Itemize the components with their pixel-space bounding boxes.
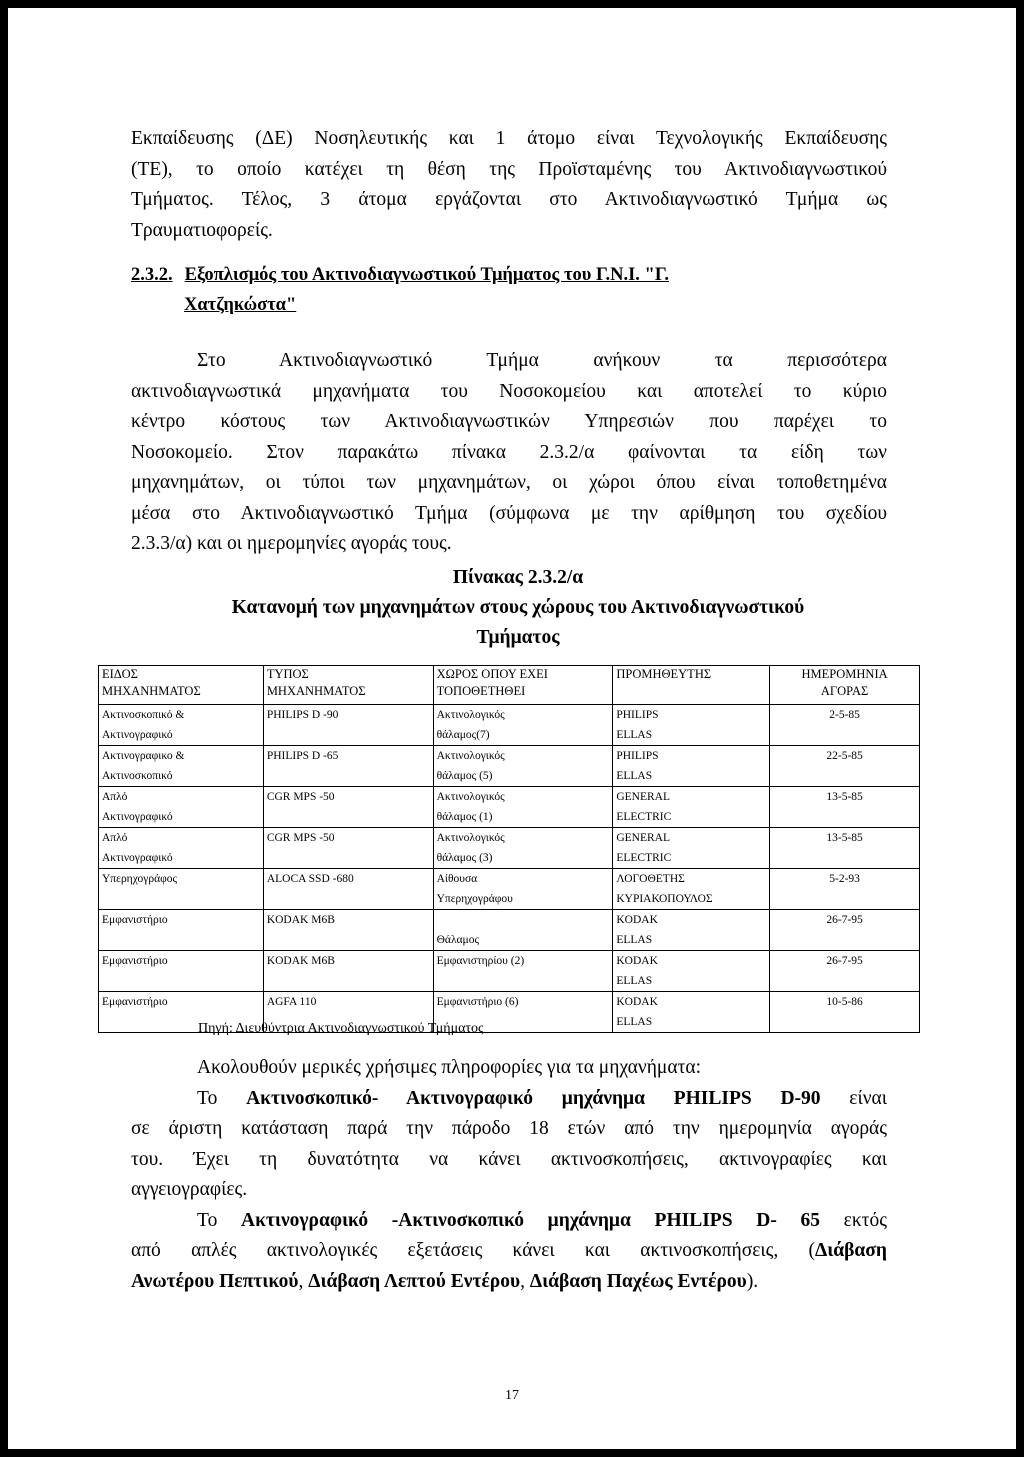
table-caption-line2: Τμήματος	[476, 627, 560, 648]
cell-type: CGR MPS -50	[263, 787, 433, 828]
cell-date: 13-5-85	[770, 787, 920, 828]
table-row	[99, 869, 920, 910]
document-page	[8, 8, 1016, 1449]
text-line: Ανωτέρου Πεπτικού, Διάβαση Λεπτού Εντέρου, Διάβαση Παχέως Εντέρου).	[131, 1270, 759, 1292]
cell-location: Ακτινολογικός θάλαμος(7)	[433, 705, 613, 746]
page-number: 17	[505, 1388, 519, 1403]
cell-date: 26-7-95	[770, 910, 920, 951]
table-caption-number: Πίνακας 2.3.2/α	[452, 567, 584, 588]
text-line: Το Ακτινοσκοπικό- Ακτινογραφικό μηχάνημα PHILIPS D-90 είναι	[197, 1087, 887, 1109]
intro-paragraph	[131, 124, 887, 246]
text-line: ακτινοδιαγνωστικά μηχανήματα του Νοσοκομείου και αποτελεί το κύριο	[131, 380, 887, 402]
cell-kind: Απλό Ακτινογραφικό	[99, 787, 264, 828]
table-source: Πηγή: Διευθύντρια Ακτινοδιαγνωστικού Τμήματος	[198, 1021, 484, 1036]
cell-supplier: KODAK ELLAS	[613, 992, 770, 1033]
cell-location: Αίθουσα Υπερηχογράφου	[433, 869, 613, 910]
text-line: Το Ακτινογραφικό -Ακτινοσκοπικό μηχάνημα PHILIPS D- 65 εκτός	[197, 1209, 887, 1231]
table-row	[99, 746, 920, 787]
cell-location: Ακτινολογικός θάλαμος (3)	[433, 828, 613, 869]
cell-location: Εμφανιστήριο (6)	[433, 992, 613, 1033]
text-line: μηχανημάτων, οι τύποι των μηχανημάτων, οι χώροι όπου είναι τοποθετημένα	[131, 472, 887, 493]
cell-type: ALOCA SSD -680	[263, 869, 433, 910]
text-line: σε άριστη κατάσταση παρά την πάροδο 18 ετών από την ημερομηνία αγοράς	[131, 1118, 887, 1139]
text-line: Εκπαίδευσης (ΔΕ) Νοσηλευτικής και 1 άτομο είναι Τεχνολογικής Εκπαίδευσης	[131, 128, 887, 149]
cell-type: PHILIPS D -90	[263, 705, 433, 746]
cell-date: 26-7-95	[770, 951, 920, 992]
cell-kind: Υπερηχογράφος	[99, 869, 264, 910]
text-line: από απλές ακτινολογικές εξετάσεις κάνει και ακτινοσκοπήσεις, (Διάβαση	[131, 1240, 887, 1261]
cell-type: AGFA 110	[263, 992, 433, 1033]
cell-type: KODAK M6B	[263, 951, 433, 992]
body-paragraph	[131, 346, 887, 560]
header-supplier: ΠΡΟΜΗΘΕΥΤΗΣ	[613, 666, 770, 705]
table-caption-line1: Κατανομή των μηχανημάτων στους χώρους του Ακτινοδιαγνωστικού	[231, 597, 805, 618]
text-line: Τμήματος. Τέλος, 3 άτομα εργάζονται στο Ακτινοδιαγνωστικό Τμήμα ως	[131, 189, 887, 210]
cell-location: Ακτινολογικός θάλαμος (5)	[433, 746, 613, 787]
cell-kind: Εμφανιστήριο	[99, 910, 264, 951]
text-line: (ΤΕ), το οποίο κατέχει τη θέση της Προϊσταμένης του Ακτινοδιαγνωστικού	[131, 158, 887, 180]
cell-supplier: GENERAL ELECTRIC	[613, 828, 770, 869]
header-kind: ΕΙΔΟΣ ΜΗΧΑΝΗΜΑΤΟΣ	[99, 666, 264, 705]
cell-date: 13-5-85	[770, 828, 920, 869]
cell-kind: Εμφανιστήριο	[99, 992, 264, 1033]
cell-supplier: GENERAL ELECTRIC	[613, 787, 770, 828]
header-date: ΗΜΕΡΟΜΗΝΙΑ ΑΓΟΡΑΣ	[770, 666, 920, 705]
section-title-line1: Εξοπλισμός του Ακτινοδιαγνωστικού Τμήματος του Γ.Ν.Ι. "Γ.	[184, 265, 669, 285]
cell-date: 10-5-86	[770, 992, 920, 1033]
cell-type: CGR MPS -50	[263, 828, 433, 869]
text-line: αγγειογραφίες.	[131, 1179, 248, 1200]
followup-paragraph	[131, 1053, 887, 1297]
header-type: ΤΥΠΟΣ ΜΗΧΑΝΗΜΑΤΟΣ	[263, 666, 433, 705]
table-row	[99, 828, 920, 869]
table-row	[99, 705, 920, 746]
section-title-line2: Χατζηκώστα"	[184, 295, 297, 315]
cell-kind: Απλό Ακτινογραφικό	[99, 828, 264, 869]
cell-kind: Ακτινογραφικο & Ακτινοσκοπικό	[99, 746, 264, 787]
cell-kind: Ακτινοσκοπικό & Ακτινογραφικό	[99, 705, 264, 746]
cell-location: Θάλαμος	[433, 910, 613, 951]
bold-text: Ακτινογραφικό -Ακτινοσκοπικό μηχάνημα PHILIPS D- 65	[241, 1209, 820, 1231]
cell-supplier: PHILIPS ELLAS	[613, 746, 770, 787]
table-row	[99, 951, 920, 992]
table-header-row	[99, 666, 920, 705]
table-caption	[128, 563, 908, 653]
cell-supplier: ΛΟΓΟΘΕΤΗΣ ΚΥΡΙΑΚΟΠΟΥΛΟΣ	[613, 869, 770, 910]
text-line: κέντρο κόστους των Ακτινοδιαγνωστικών Υπηρεσιών που παρέχει το	[131, 411, 887, 432]
cell-date: 22-5-85	[770, 746, 920, 787]
header-location: ΧΩΡΟΣ ΟΠΟΥ ΕΧΕΙ ΤΟΠΟΘΕΤΗΘΕΙ	[433, 666, 613, 705]
section-heading	[131, 260, 887, 320]
cell-supplier: KODAK ELLAS	[613, 910, 770, 951]
text-line: Στο Ακτινοδιαγνωστικό Τμήμα ανήκουν τα περισσότερα	[197, 350, 887, 371]
cell-type: KODAK M6B	[263, 910, 433, 951]
cell-date: 5-2-93	[770, 869, 920, 910]
cell-type: PHILIPS D -65	[263, 746, 433, 787]
table-row	[99, 910, 920, 951]
text-line: Νοσοκομείο. Στον παρακάτω πίνακα 2.3.2/α φαίνονται τα είδη των	[131, 441, 887, 463]
cell-location: Εμφανιστηρίου (2)	[433, 951, 613, 992]
bold-text: Ακτινοσκοπικό- Ακτινογραφικό μηχάνημα PHILIPS D-90	[246, 1087, 821, 1109]
text-line: Ακολουθούν μερικές χρήσιμες πληροφορίες για τα μηχανήματα:	[197, 1057, 702, 1078]
cell-supplier: KODAK ELLAS	[613, 951, 770, 992]
cell-date: 2-5-85	[770, 705, 920, 746]
cell-supplier: PHILIPS ELLAS	[613, 705, 770, 746]
equipment-table	[98, 665, 920, 1033]
section-number: 2.3.2.	[131, 265, 173, 285]
cell-location: Ακτινολογικός θάλαμος (1)	[433, 787, 613, 828]
text-line: 2.3.3/α) και οι ημερομηνίες αγοράς τους.	[131, 533, 452, 554]
cell-kind: Εμφανιστήριο	[99, 951, 264, 992]
text-line: Τραυματιοφορείς.	[131, 219, 273, 241]
text-line: του. Έχει τη δυνατότητα να κάνει ακτινοσκοπήσεις, ακτινογραφίες και	[131, 1148, 887, 1170]
table-row	[99, 787, 920, 828]
text-line: μέσα στο Ακτινοδιαγνωστικό Τμήμα (σύμφωνα με την αρίθμηση του σχεδίου	[131, 502, 887, 524]
